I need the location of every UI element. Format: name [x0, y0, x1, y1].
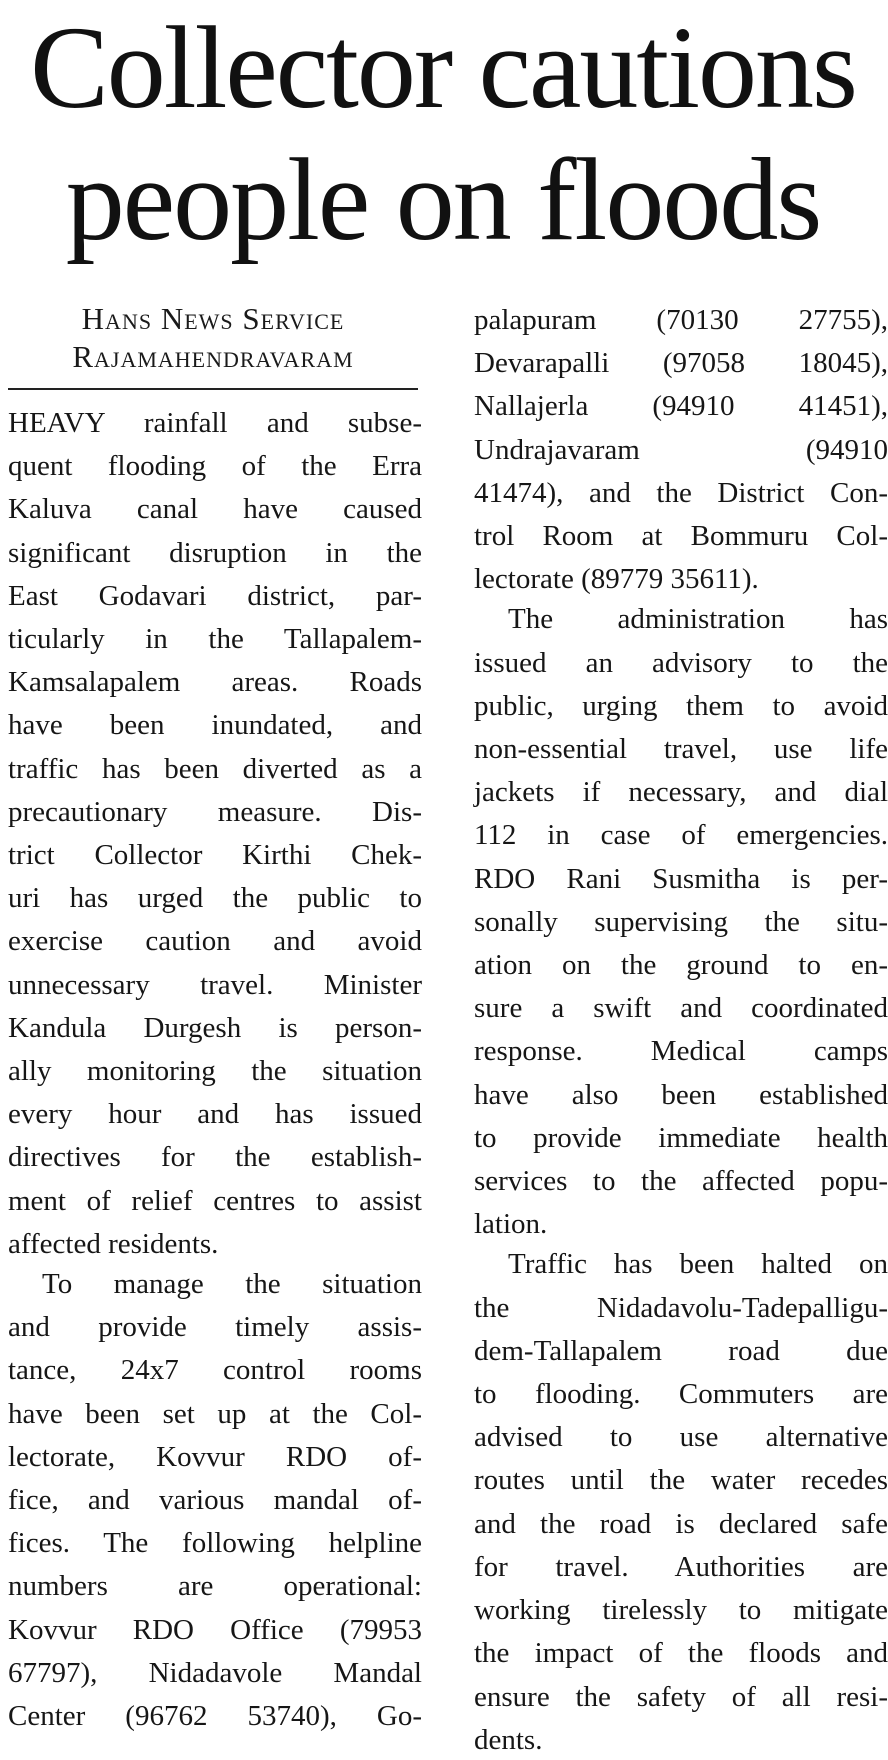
text-line: have been inundated, and: [8, 709, 422, 742]
text-line: have also been established: [474, 1078, 888, 1111]
text-line: Traffic has been halted on: [508, 1248, 888, 1281]
text-line: fices. The following helpline: [8, 1527, 422, 1560]
text-line: sonally supervising the situ-: [474, 905, 888, 938]
text-line: ally monitoring the situation: [8, 1055, 422, 1088]
byline-divider: [8, 388, 418, 390]
text-line: ation on the ground to en-: [474, 949, 888, 982]
text-line: unnecessary travel. Minister: [8, 968, 422, 1001]
text-line: affected residents.: [8, 1227, 219, 1260]
text-line: every hour and has issued: [8, 1098, 422, 1131]
text-line: for travel. Authorities are: [474, 1550, 888, 1583]
text-line: Center (96762 53740), Go-: [8, 1700, 422, 1733]
text-line: lectorate (89779 35611).: [474, 563, 759, 596]
text-line: directives for the establish-: [8, 1141, 422, 1174]
text-line: dents.: [474, 1723, 543, 1756]
text-line: advised to use alternative: [474, 1421, 888, 1454]
text-line: Kandula Durgesh is person-: [8, 1011, 422, 1044]
text-line: significant disruption in the: [8, 536, 422, 569]
article-column-right: [474, 300, 888, 1760]
text-line: Kamsalapalem areas. Roads: [8, 666, 422, 699]
text-line: have been set up at the Col-: [8, 1397, 422, 1430]
text-line: quent flooding of the Erra: [8, 450, 422, 483]
text-line: sure a swift and coordinated: [474, 992, 888, 1025]
article-column-left: [8, 403, 422, 1739]
text-line: non-essential travel, use life: [474, 733, 888, 766]
text-line: RDO Rani Susmitha is per-: [474, 862, 888, 895]
text-line: HEAVY rainfall and subse-: [8, 407, 422, 439]
text-line: 67797), Nidadavole Mandal: [8, 1656, 422, 1689]
text-line: jackets if necessary, and dial: [474, 776, 888, 809]
headline: [0, 2, 886, 266]
text-line: 41474), and the District Con-: [474, 476, 888, 509]
text-line: ensure the safety of all resi-: [474, 1680, 888, 1713]
text-line: uri has urged the public to: [8, 882, 422, 915]
text-line: The administration has: [508, 603, 888, 636]
text-line: public, urging them to avoid: [474, 689, 888, 722]
text-line: Kaluva canal have caused: [8, 493, 422, 526]
text-line: routes until the water recedes: [474, 1464, 888, 1497]
text-line: lation.: [474, 1208, 548, 1241]
text-line: trol Room at Bommuru Col-: [474, 520, 888, 553]
text-line: 112 in case of emergencies.: [474, 819, 888, 852]
text-line: precautionary measure. Dis-: [8, 795, 422, 828]
byline-place: Rajamahendravaram: [72, 339, 354, 374]
text-line: numbers are operational:: [8, 1570, 422, 1603]
text-line: tance, 24x7 control rooms: [8, 1354, 422, 1387]
text-line: fice, and various mandal of-: [8, 1484, 422, 1517]
text-line: response. Medical camps: [474, 1035, 888, 1068]
text-line: exercise caution and avoid: [8, 925, 422, 958]
text-line: ment of relief centres to assist: [8, 1184, 422, 1217]
text-line: dem-Tallapalem road due: [474, 1334, 888, 1367]
headline-line-1: Collector cautions: [30, 2, 856, 133]
text-line: to provide immediate health: [474, 1121, 888, 1154]
text-line: traffic has been diverted as a: [8, 752, 422, 785]
text-line: and the road is declared safe: [474, 1507, 888, 1540]
text-line: Nallajerla (94910 41451),: [474, 390, 888, 423]
text-line: lectorate, Kovvur RDO of-: [8, 1440, 422, 1473]
text-line: To manage the situation: [42, 1268, 422, 1301]
text-line: ticularly in the Tallapalem-: [8, 623, 422, 656]
text-line: services to the affected popu-: [474, 1165, 888, 1198]
byline-agency: Hans News Service: [81, 301, 345, 336]
text-line: the Nidadavolu-Tadepalligu-: [474, 1291, 888, 1324]
text-line: Undrajavaram (94910: [474, 433, 888, 466]
text-line: working tirelessly to mitigate: [474, 1594, 888, 1627]
text-line: and provide timely assis-: [8, 1311, 422, 1344]
text-line: Devarapalli (97058 18045),: [474, 347, 888, 380]
byline: [8, 300, 418, 376]
text-line: Kovvur RDO Office (79953: [8, 1613, 422, 1646]
text-line: the impact of the floods and: [474, 1637, 888, 1670]
text-line: to flooding. Commuters are: [474, 1378, 888, 1411]
text-line: trict Collector Kirthi Chek-: [8, 839, 422, 872]
headline-line-2: people on floods: [65, 134, 821, 265]
text-line: issued an advisory to the: [474, 646, 888, 679]
text-line: East Godavari district, par-: [8, 579, 422, 612]
text-line: palapuram (70130 27755),: [474, 304, 888, 336]
